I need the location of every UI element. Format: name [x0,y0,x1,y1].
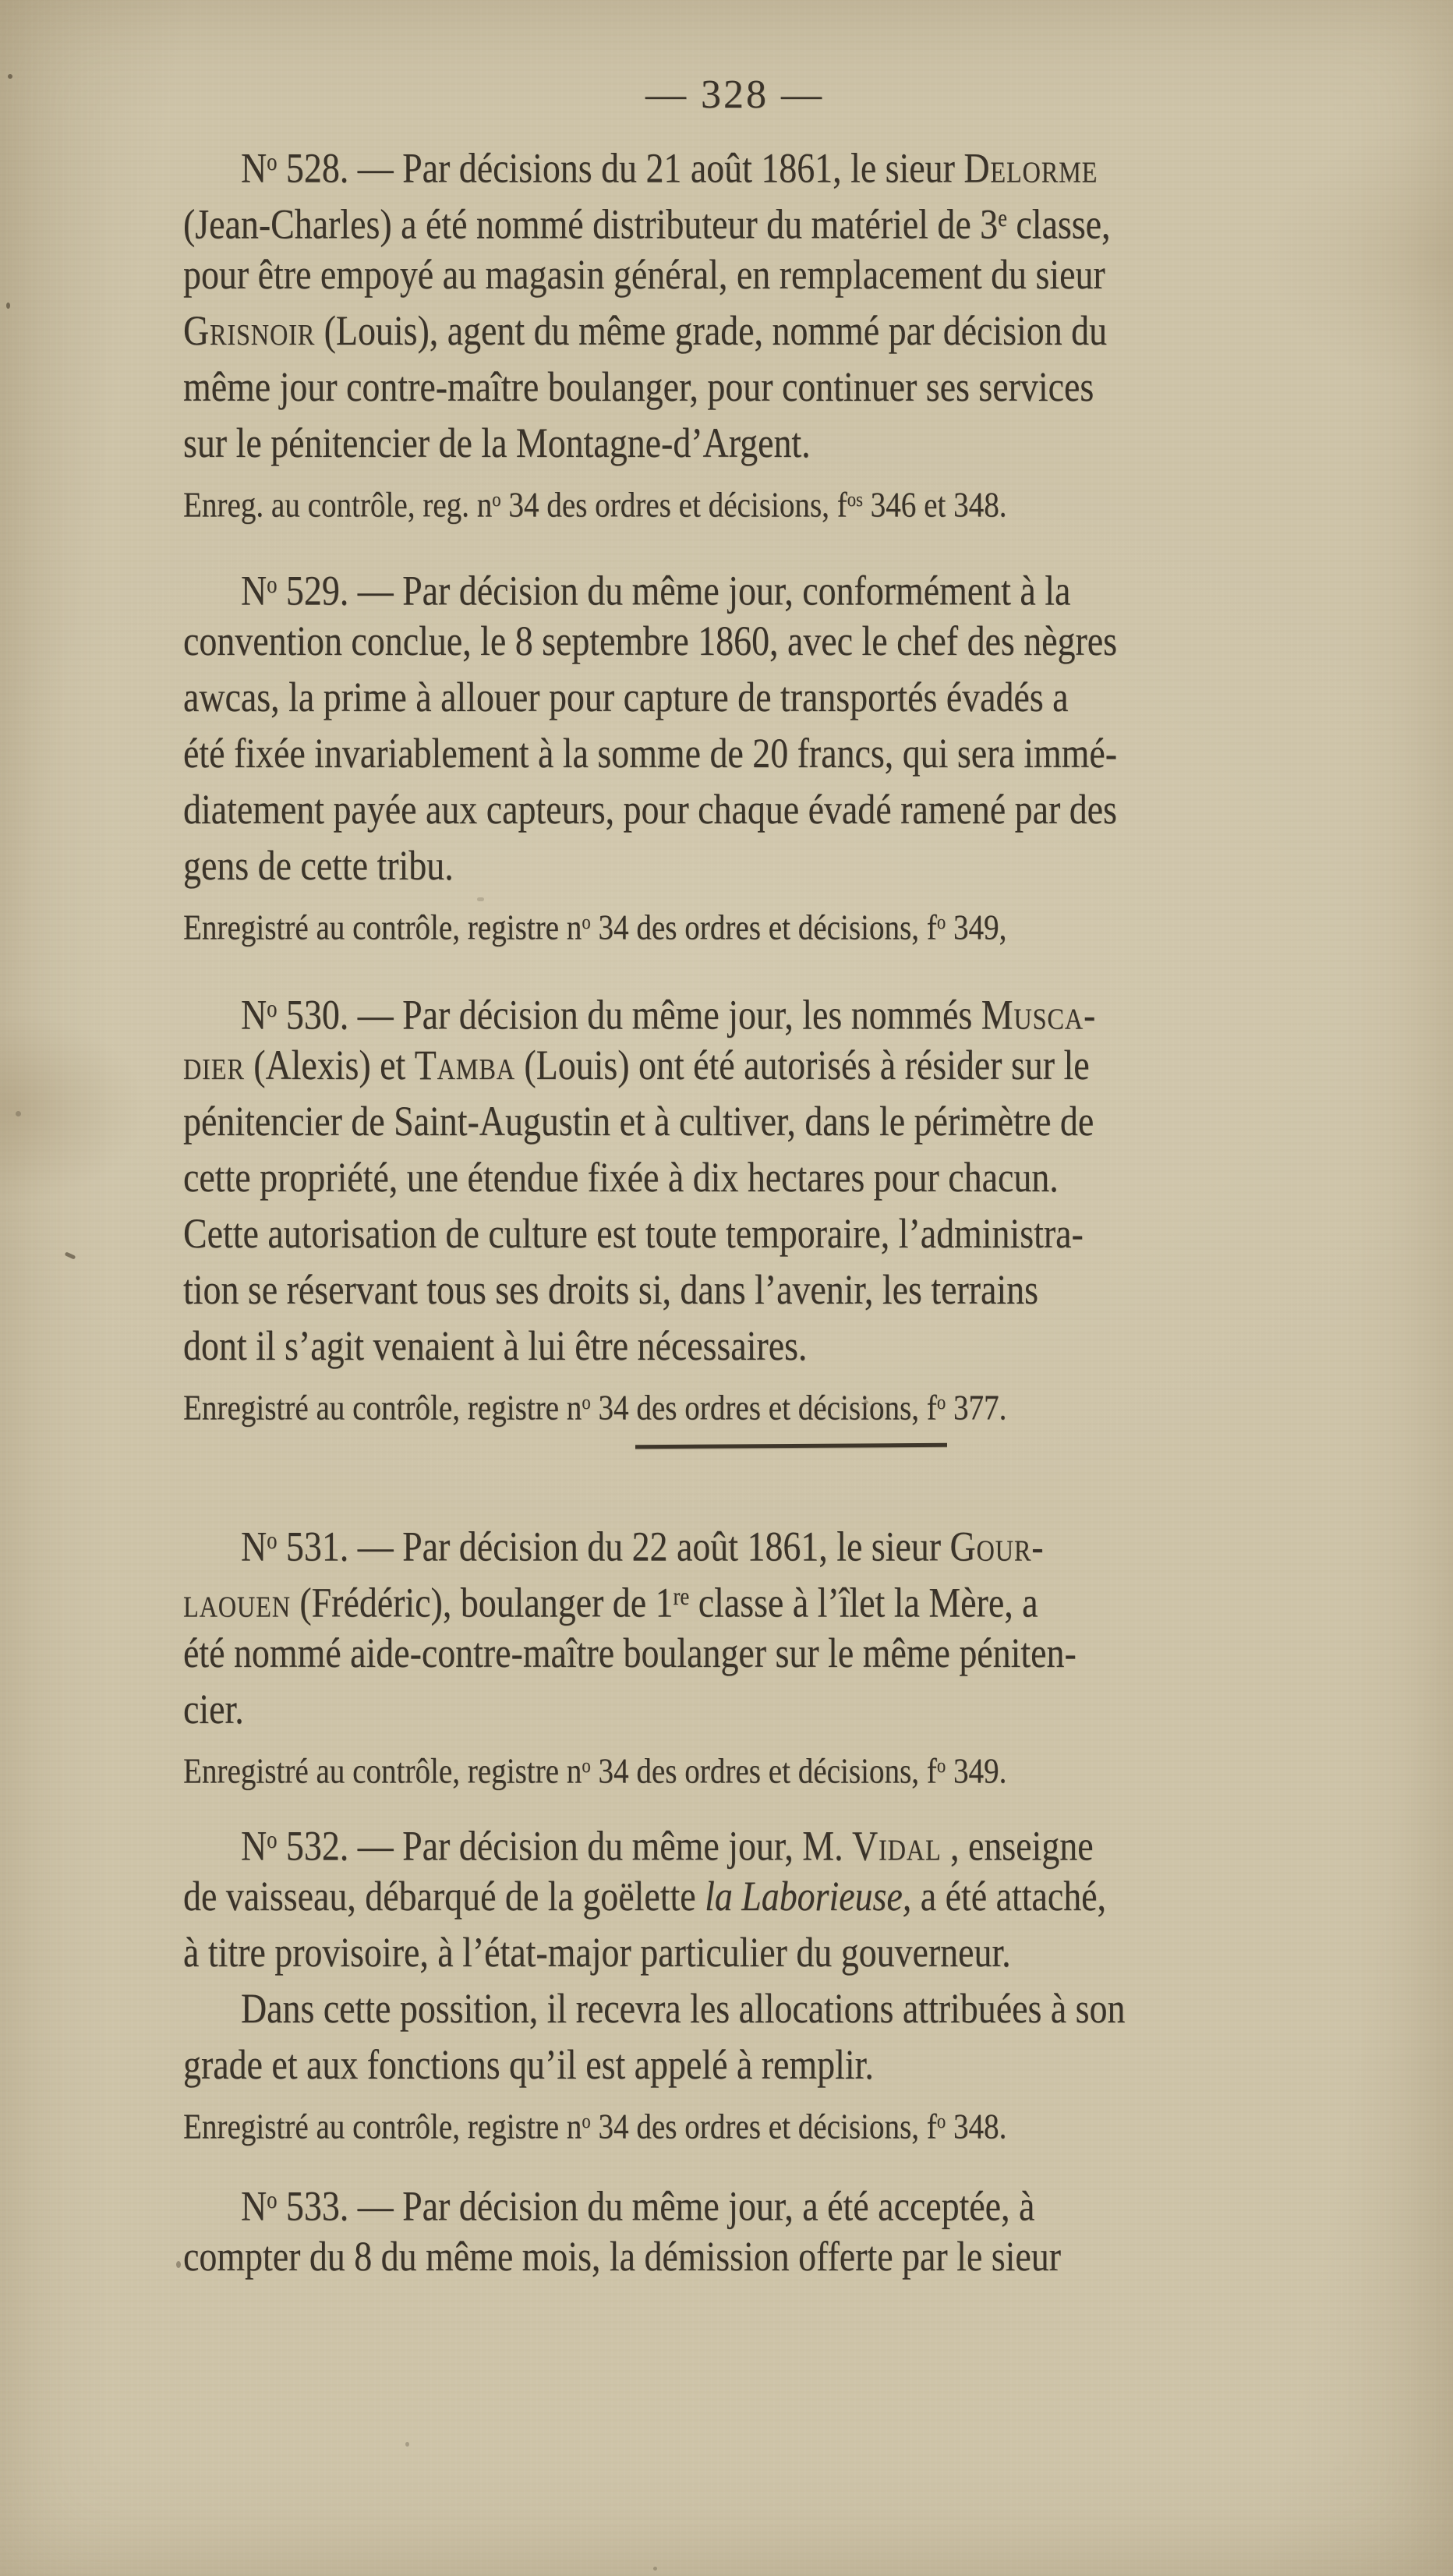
text-line: été fixée invariablement à la somme de 20 francs, qui sera immé- [183,730,1118,777]
decision-entry-532 [183,1812,1286,2144]
paper-speck [176,2261,181,2268]
registration-note [183,476,1286,525]
text-line: dier (Alexis) et Tamba (Louis) ont été autorisés à résider sur le [183,1042,1090,1088]
text-line: tion se réservant tous ses droits si, dans l’avenir, les terrains [183,1266,1038,1313]
text-line: $N^o$ 531. — Par décision du 22 août 1861, le sieur Gour- [241,1523,1045,1570]
text-line: sur le pénitencier de la Montagne-d’Argent. [183,419,811,466]
entry-body [183,134,1286,471]
text-line: compter du 8 du même mois, la démission offerte par le sieur [183,2233,1061,2280]
text-line: $N^o$ 530. — Par décision du même jour, les nommés Musca- [241,991,1097,1039]
text-column [183,0,1286,2284]
text-line: cette propriété, une étendue fixée à dix hectares pour chacun. [183,1154,1059,1201]
paper-speck [6,303,10,309]
registration-note [183,2097,1286,2144]
paper-speck [653,2567,657,2571]
text-line: $N^o$ 529. — Par décision du même jour, conformément à la [241,567,1071,614]
text-line: Enreg. au contrôle, reg. $n^o$ 34 des ordres et décisions, $f^{os}$ 346 et 348. [183,484,1007,525]
text-line: grade et aux fonctions qu’il est appelé à remplir. [183,2041,874,2088]
registration-note [183,898,1286,945]
text-line: Enregistré au contrôle, registre $n^o$ 34 des ordres et décisions, $f^o$ 349, [183,907,1007,947]
registration-note [183,1378,1286,1428]
text-line: été nommé aide-contre-maître boulanger sur le même péniten- [183,1629,1076,1676]
decision-entry-530 [183,981,1286,1428]
text-line: Enregistré au contrôle, registre $n^o$ 34 des ordres et décisions, $f^o$ 377. [183,1387,1007,1428]
text-line: (Jean-Charles) a été nommé distributeur du matériel de 3e classe, [183,200,1111,248]
text-line: $N^o$ 533. — Par décision du même jour, a été acceptée, à [241,2182,1035,2230]
text-line: $N^o$ 528. — Par décisions du 21 août 1861, le sieur Delorme [241,144,1098,192]
registration-note [183,1742,1286,1789]
paper-speck [8,74,12,79]
text-line: dont il s’agit venaient à lui être nécessaires. [183,1322,808,1369]
text-line: awcas, la prime à allouer pour capture de transportés évadés a [183,674,1069,720]
text-line: laouen (Frédéric), boulanger de 1re classe à l’îlet la Mère, a [183,1579,1038,1626]
text-line: Enregistré au contrôle, registre $n^o$ 34 des ordres et décisions, $f^o$ 348. [183,2106,1007,2146]
text-line: de vaisseau, débarqué de la goëlette la Laborieuse, a été attaché, [183,1873,1107,1920]
decision-entry-531 [183,1513,1286,1789]
entry-body [183,557,1286,893]
page-number: — 328 — [645,73,824,117]
text-line: diatement payée aux capteurs, pour chaque évadé ramené par des [183,786,1117,833]
text-line: à titre provisoire, à l’état-major particulier du gouverneur. [183,1929,1011,1976]
text-line: Dans cette possition, il recevra les allocations attribuées à son [241,1985,1126,2032]
section-divider [635,1443,947,1449]
text-line: Grisnoir (Louis), agent du même grade, nommé par décision du [183,307,1108,354]
entry-body [183,2172,1286,2284]
text-line: Cette autorisation de culture est toute temporaire, l’administra- [183,1210,1084,1257]
text-line: pénitencier de Saint-Augustin et à cultiver, dans le périmètre de [183,1098,1094,1145]
text-line: cier. [183,1686,244,1732]
paper-speck [16,1111,21,1116]
decision-entry-529 [183,557,1286,945]
text-line: même jour contre-maître boulanger, pour continuer ses services [183,363,1094,410]
paper-speck [405,2442,409,2447]
entry-body [183,1513,1286,1737]
decision-entry-528 [183,134,1286,525]
paper-speck [65,1251,76,1259]
text-line: convention conclue, le 8 septembre 1860, avec le chef des nègres [183,617,1118,664]
text-line: gens de cette tribu. [183,842,454,889]
entry-body [183,1812,1286,2093]
text-line: pour être empoyé au magasin général, en remplacement du sieur [183,251,1105,298]
entry-body [183,981,1286,1374]
text-line: $N^o$ 532. — Par décision du même jour, M. Vidal , enseigne [241,1822,1094,1870]
decision-entry-533 [183,2172,1286,2284]
text-line: Enregistré au contrôle, registre $n^o$ 34 des ordres et décisions, $f^o$ 349. [183,1750,1007,1791]
